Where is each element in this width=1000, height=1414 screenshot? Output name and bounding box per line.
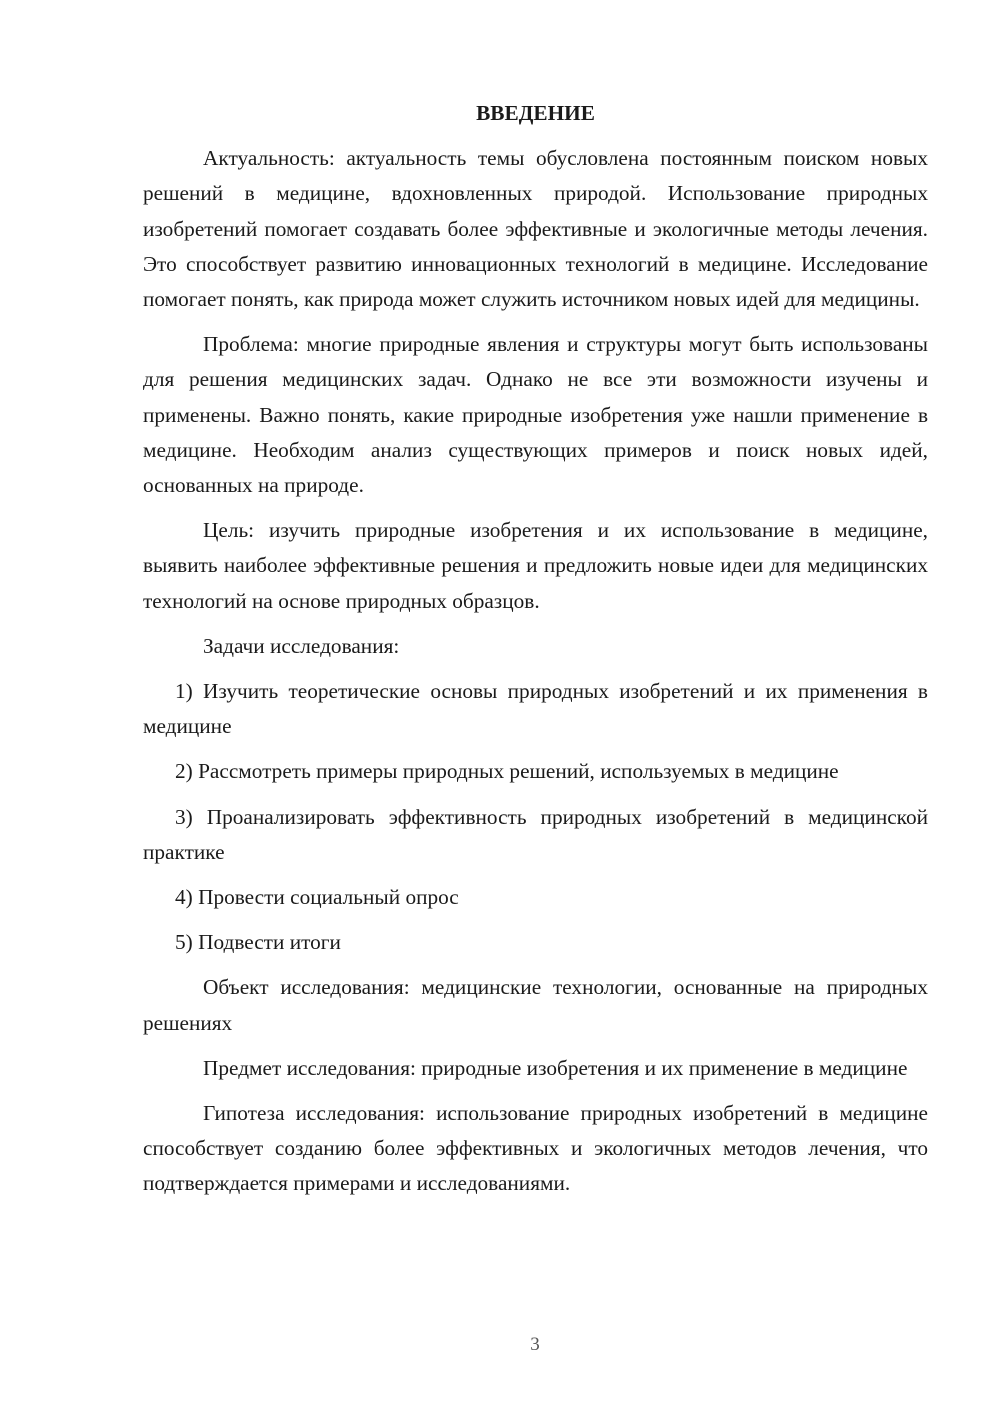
- task-item-4: 4) Провести социальный опрос: [175, 885, 459, 910]
- relevance-paragraph: Актуальность: актуальность темы обусловлена постоянным поиском новых решений в медицине, вдохновленных природой. Использование природных изобретений помогает создавать более эффективные и экологичные методы лечения. Это способствует развитию инновационных технологий в медицине. Исследование помогает понять, как природа может служить источником новых идей для медицины.: [143, 146, 928, 312]
- hypothesis-paragraph: Гипотеза исследования: использование природных изобретений в медицине способствует созданию более эффективных и экологичных методов лечения, что подтверждается примерами и исследованиями.: [143, 1101, 928, 1196]
- tasks-list: [143, 674, 928, 960]
- tasks-heading: Задачи исследования:: [203, 633, 400, 658]
- task-item-2: 2) Рассмотреть примеры природных решений, используемых в медицине: [175, 759, 839, 784]
- goal-paragraph: Цель: изучить природные изобретения и их использование в медицине, выявить наиболее эффективные решения и предложить новые идеи для медицинских технологий на основе природных образцов.: [143, 518, 928, 613]
- task-item-1: 1) Изучить теоретические основы природных изобретений и их применения в медицине: [143, 679, 928, 739]
- task-item-3: 3) Проанализировать эффективность природных изобретений в медицинской практике: [143, 804, 928, 864]
- document-page: [143, 96, 928, 1212]
- object-paragraph: Объект исследования: медицинские технологии, основанные на природных решениях: [143, 975, 928, 1035]
- problem-paragraph: Проблема: многие природные явления и структуры могут быть использованы для решения медицинских задач. Однако не все эти возможности изучены и применены. Важно понять, какие природные изобретения уже нашли применение в медицине. Необходим анализ существующих примеров и поиск новых идей, основанных на природе.: [143, 332, 928, 498]
- page-number: 3: [530, 1334, 540, 1355]
- task-item-5: 5) Подвести итоги: [175, 930, 341, 955]
- page-title: ВВЕДЕНИЕ: [476, 101, 595, 125]
- subject-paragraph: Предмет исследования: природные изобретения и их применение в медицине: [203, 1055, 908, 1080]
